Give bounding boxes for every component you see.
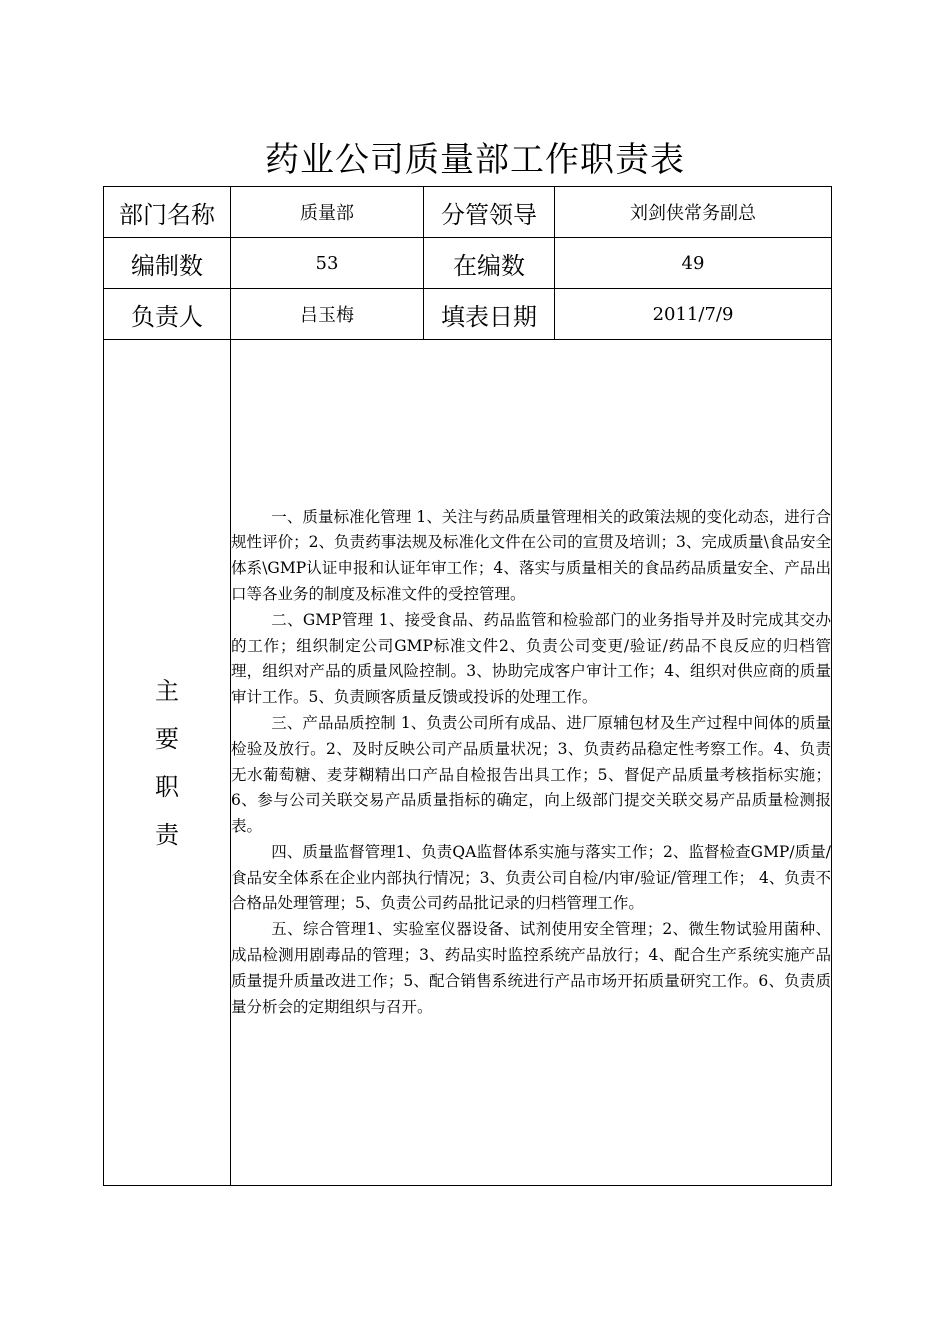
leader-label: 分管领导 — [424, 187, 555, 238]
duties-label-char: 主 — [155, 676, 179, 705]
duties-label-char: 职 — [155, 772, 179, 801]
duty-paragraph-product-quality-control: 三、产品品质控制 1、负责公司所有成品、进厂原辅包材及生产过程中间体的质量检验及放行。2、及时反映公司产品质量状况；3、负责药品稳定性考察工作。4、负责无水葡萄糖、麦芽糊精出口产品自检报告出具工作；5、督促产品质量考核指标实施； 6、参与公司关联交易产品质量指标的确定，向上级部门提交关联交易产品质量检测报表。 — [231, 713, 831, 836]
staff-actual-value: 49 — [555, 238, 832, 289]
duties-content — [231, 340, 832, 1186]
date-label: 填表日期 — [424, 289, 555, 340]
owner-label: 负责人 — [104, 289, 231, 340]
date-value: 2011/7/9 — [555, 289, 832, 340]
owner-value: 吕玉梅 — [231, 289, 424, 340]
duties-label-cell — [104, 340, 231, 1186]
page-title: 药业公司质量部工作职责表 — [265, 140, 685, 180]
duty-paragraph-quality-supervision: 四、质量监督管理1、负责QA监督体系实施与落实工作；2、监督检查GMP/质量/食品安全体系在企业内部执行情况；3、负责公司自检/内审/验证/管理工作； 4、负责不合格品处理管理；5、负责公司药品批记录的归档管理工作。 — [231, 842, 831, 913]
table-row — [104, 289, 832, 340]
table-row — [104, 340, 832, 1186]
staff-actual-label: 在编数 — [424, 238, 555, 289]
leader-value: 刘剑侠常务副总 — [555, 187, 832, 238]
duties-label-char: 责 — [155, 820, 179, 849]
staff-quota-label: 编制数 — [104, 238, 231, 289]
dept-name-value: 质量部 — [231, 187, 424, 238]
duty-table — [103, 186, 832, 1186]
duty-paragraph-quality-standardization: 一、质量标准化管理 1、关注与药品质量管理相关的政策法规的变化动态，进行合规性评价；2、负责药事法规及标准化文件在公司的宣贯及培训；3、完成质量\食品安全体系\GMP认证申报和认证年审工作；4、落实与质量相关的食品药品质量安全、产品出口等各业务的制度及标准文件的受控管理。 — [231, 507, 831, 603]
duties-label-char: 要 — [155, 724, 179, 753]
table-row — [104, 187, 832, 238]
duty-paragraph-gmp: 二、GMP管理 1、接受食品、药品监管和检验部门的业务指导并及时完成其交办的工作；组织制定公司GMP标准文件2、负责公司变更/验证/药品不良反应的归档管理，组织对产品的质量风险控制。3、协助完成客户审计工作；4、组织对供应商的质量审计工作。5、负责顾客质量反馈或投诉的处理工作。 — [231, 610, 831, 707]
duty-paragraph-general-management: 五、综合管理1、实验室仪器设备、试剂使用安全管理；2、微生物试验用菌种、成品检测用剧毒品的管理；3、药品实时监控系统产品放行；4、配合生产系统实施产品质量提升质量改进工作；5、配合销售系统进行产品市场开拓质量研究工作。6、负责质量分析会的定期组织与召开。 — [231, 920, 831, 1016]
duties-label — [104, 667, 230, 859]
table-row — [104, 238, 832, 289]
staff-quota-value: 53 — [231, 238, 424, 289]
dept-name-label: 部门名称 — [104, 187, 231, 238]
